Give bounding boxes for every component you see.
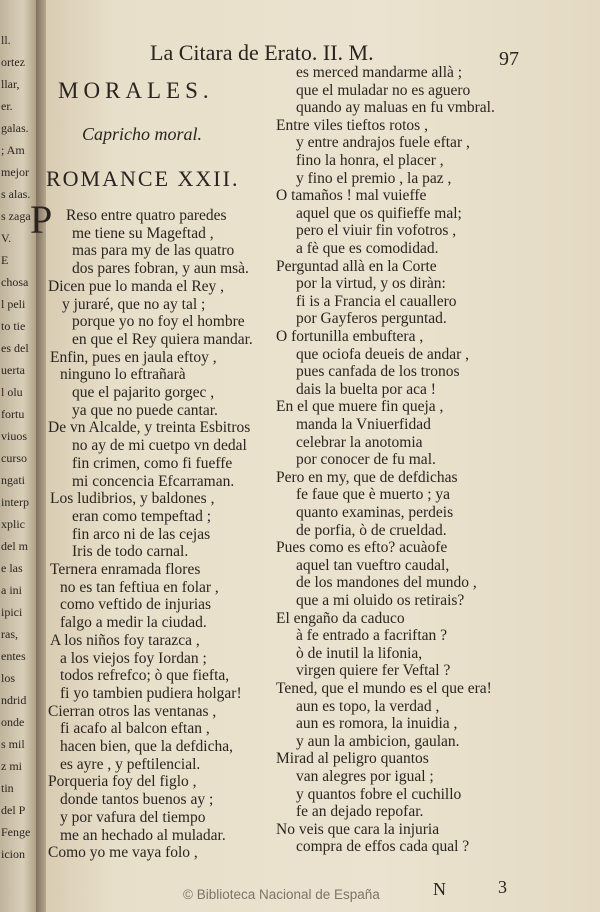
left-page-fragment: onde [1,715,25,729]
verse-line: me an hechado al muladar. [60,826,226,844]
section-title: MORALES. [58,78,214,103]
left-page-fragment: ras, [1,627,18,641]
left-page-fragment: to tie [1,319,26,333]
verse-line: Mirad al peligro quantos [276,750,429,768]
left-page-fragment: galas. [1,121,29,135]
left-page-fragment: uerta [1,363,25,377]
verse-line: Entre viles tieftos rotos , [276,116,428,134]
poem-title: ROMANCE XXII. [46,166,240,191]
verse-line: No veis que cara la injuria [276,820,440,838]
verse-line: O tamaños ! mal vuieffe [276,187,427,205]
left-page-fragment: los [1,671,16,685]
catchword: 3 [498,877,507,897]
verse-line: Porqueria foy del figlo , [48,773,197,791]
verse-line: fe an dejado repofar. [296,803,424,821]
left-page-fragment: es del [1,341,29,355]
left-page-fragment: viuos [1,429,28,443]
verse-line: de los mandones del mundo , [296,574,477,592]
verse-line: Pues como es efto? acuàofe [276,539,448,557]
left-page-fragment: del P [1,803,26,817]
left-page-fragment: l olu [1,385,23,399]
left-page-fragment: ndrid [1,693,27,707]
verse-line: Perguntad allà en la Corte [276,257,437,275]
verse-line: Reso entre quatro paredes [66,207,227,224]
verse-line: fino la honra, el placer , [296,152,444,169]
verse-line: ò de inutil la lifonia, [296,644,423,662]
left-page-fragment: s zaga [1,209,31,223]
verse-line: hacen bien, que la defdicha, [60,738,233,755]
left-page-fragment: s mil [1,737,25,751]
verse-line: A los niños foy tarazca , [50,631,200,649]
page-number: 97 [499,48,519,70]
left-page-fragment: er. [1,99,13,113]
verse-line: à fe entrado a facriftan ? [296,627,448,645]
verse-line: quando ay maluas en fu vmbral. [296,99,495,117]
left-page-fragment: icion [1,847,25,861]
verse-line: todos refrefco; ò que fiefta, [60,667,230,685]
verse-line: por conocer de fu mal. [296,451,436,469]
left-page-fragment: ortez [1,55,25,69]
left-page-fragment: l peli [1,297,26,311]
verse-line: dais la buelta por aca ! [296,380,436,398]
verse-line: Tened, que el mundo es el que era! [276,680,492,697]
verse-line: y aun la ambicion, gaulan. [296,732,460,750]
verse-line: y quantos fobre el cuchillo [296,785,462,803]
verse-line: Enfin, pues en jaula eftoy , [50,348,217,366]
verse-line: celebrar la anotomia [296,433,423,451]
verse-line: y juraré, que no ay tal ; [62,295,206,313]
verse-line: aquel que os quifieffe mal; [296,204,462,222]
left-page-fragment: s alas. [1,187,31,201]
verse-line: aun es topo, la verdad , [296,697,440,715]
left-page-fragment: e las [1,561,23,575]
verse-line: fi is a Francia el cauallero [296,292,457,310]
copyright-footer: © Biblioteca Nacional de España [183,887,380,902]
verse-line: pero el viuir fin vofotros , [296,222,457,240]
verse-line: que el muladar no es aguero [296,81,471,99]
subsection-title: Capricho moral. [82,124,203,144]
left-page-fragment: del m [1,539,28,553]
verse-line: aun es romora, la inuidia , [296,715,458,733]
verse-line: mas para my de las quatro [72,242,235,260]
verse-line: mi concencia Efcarraman. [72,472,235,490]
verse-line: no ay de mi cuetpo vn dedal [72,437,247,455]
verse-line: quanto examinas, perdeis [296,504,454,521]
left-page-fragment: llar, [1,77,20,91]
left-page-fragment: tin [1,781,14,795]
verse-line: que a mi oluido os retirais? [296,592,465,609]
verse-line: De vn Alcalde, y treinta Esbitros [48,419,251,437]
verse-line: virgen quiere fer Veftal ? [296,662,451,680]
verse-line: fi yo tambien pudiera holgar! [60,684,242,702]
verse-line: por la virtud, y os diràn: [296,275,446,293]
left-page-fragment: E [1,253,9,267]
verse-line: de porfia, ò de crueldad. [296,521,447,539]
left-page-fragment: chosa [1,275,29,289]
left-page-fragment: fortu [1,407,25,421]
verse-line: O fortunilla embuftera , [276,328,424,345]
verse-line: Iris de todo carnal. [72,543,189,561]
left-page-fragment: ipici [1,605,23,619]
drop-cap: P [30,197,53,242]
left-page-fragment: interp [1,495,29,509]
verse-line: y fino el premio , la paz , [296,169,452,187]
verse-line: ya que no puede cantar. [72,401,218,419]
verse-line: El engaño da caduco [276,609,405,627]
verse-line: Ternera enramada flores [50,561,201,578]
left-page-fragment: mejor [1,165,29,179]
verse-line: porque yo no foy el hombre [72,313,245,331]
verse-line: como veftido de injurias [60,596,212,614]
left-page-fragment: entes [1,649,26,663]
verse-line: ninguno lo eftrañarà [60,366,186,384]
verse-line: manda la Vniuerfidad [296,416,431,433]
left-page-edge [0,0,38,912]
left-page-fragment: a ini [1,583,22,597]
signature-mark: N [433,879,446,899]
verse-line: Pero en my, que de defdichas [276,468,458,486]
left-page-fragment: Fenge [1,825,31,839]
verse-line: compra de effos cada qual ? [296,838,470,856]
verse-line: fin arco ni de las cejas [72,525,211,543]
left-page-fragment: ll. [1,33,11,47]
verse-line: fin crimen, como fi fueffe [72,454,233,472]
verse-line: Cierran otros las ventanas , [48,702,217,720]
verse-line: por Gayferos perguntad. [296,310,447,328]
verse-line: a fè que es comodidad. [296,240,439,257]
book-page [30,0,600,912]
verse-line: es merced mandarme allà ; [296,64,463,81]
verse-line: aquel tan vueftro caudal, [296,556,450,574]
verse-line: que ociofa deueis de andar , [296,345,470,363]
left-page-fragment: xplic [1,517,25,531]
left-page-fragment: z mi [1,759,22,773]
verse-line: a los viejos foy Iordan ; [60,649,207,667]
verse-line: pues canfada de los tronos [296,363,460,381]
left-page-fragment: ngati [1,473,25,487]
left-page-fragment: curso [1,451,27,465]
verse-line: que el pajarito gorgec , [72,384,215,401]
verse-line: y por vafura del tiempo [60,808,206,826]
verse-line: en que el Rey quiera mandar. [72,330,253,348]
verse-line: no es tan feftiua en folar , [60,578,219,596]
running-title: La Citara de Erato. II. M. [150,40,374,65]
verse-line: fi acafo al balcon eftan , [60,720,210,738]
verse-line: falgo a medir la ciudad. [60,614,207,632]
verse-line: eran como tempeftad ; [72,507,212,525]
verse-line: es ayre , y peftilencial. [60,755,201,773]
left-page-fragment: ; Am [1,143,25,157]
verse-line: y entre andrajos fuele eftar , [296,134,470,152]
verse-line: En el que muere fin queja , [276,398,444,416]
verse-line: Los ludibrios, y baldones , [50,490,215,508]
verse-line: fe faue que è muerto ; ya [296,486,451,504]
left-page-fragment: V. [1,231,12,245]
verse-line: Dicen pue lo manda el Rey , [48,277,225,295]
verse-line: van alegres por igual ; [296,768,434,785]
verse-line: dos pares fobran, y aun msà. [72,260,249,278]
verse-line: donde tantos buenos ay ; [60,791,214,809]
verse-line: Como yo me vaya folo , [48,844,198,862]
verse-line: me tiene su Mageftad , [72,224,214,242]
